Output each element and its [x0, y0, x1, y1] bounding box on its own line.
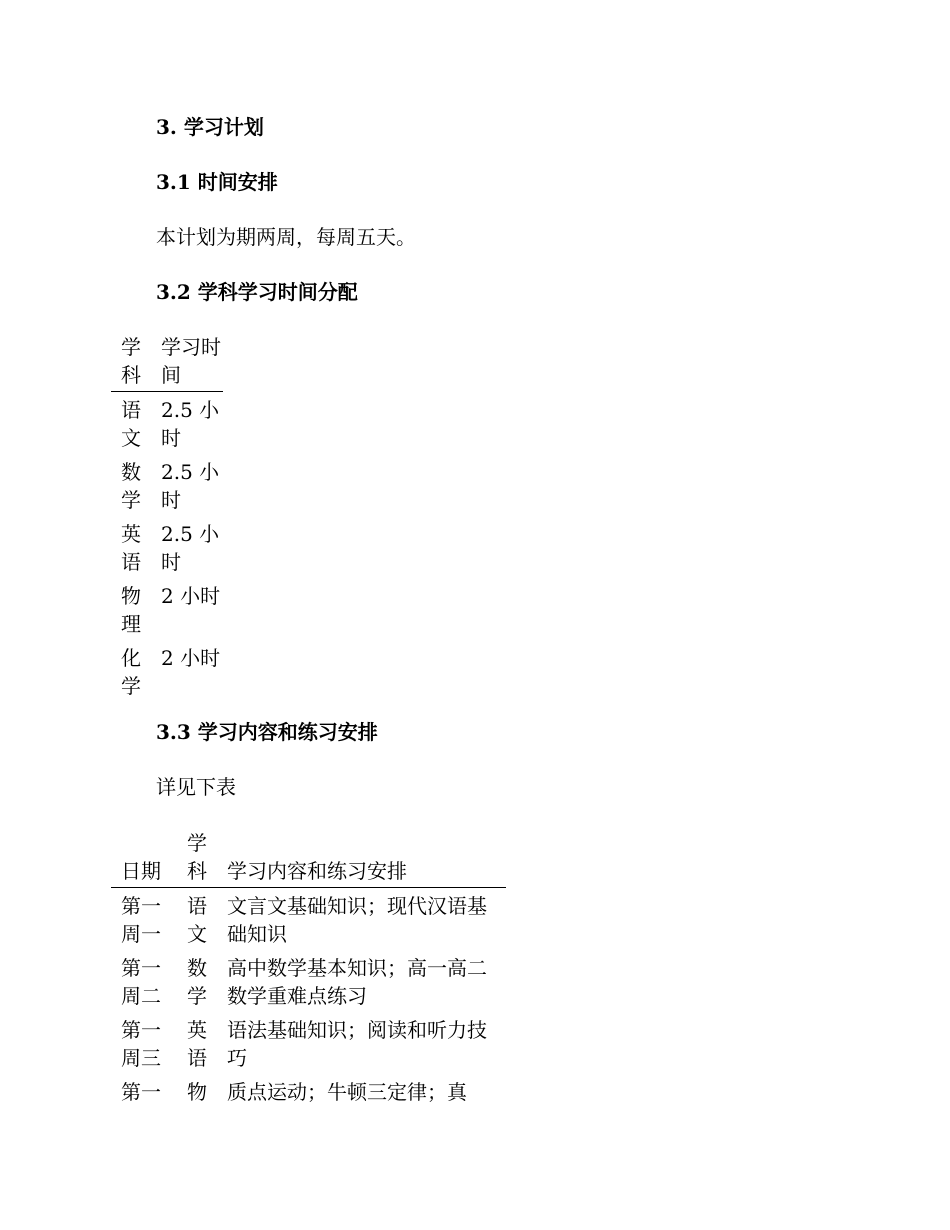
subject-cell: 物理	[121, 584, 141, 636]
date-cell: 第一周一	[121, 894, 161, 946]
table-row	[111, 1078, 506, 1112]
study-time-cell: 2 小时	[161, 584, 221, 608]
table-row	[111, 520, 223, 582]
content-cell: 高中数学基本知识；高一高二数学重难点练习	[227, 956, 487, 1008]
subject-cell: 语文	[121, 398, 141, 450]
section-heading: 3. 学习计划	[156, 115, 264, 139]
table-row	[111, 644, 223, 706]
column-header-content: 学习内容和练习安排	[227, 859, 407, 883]
content-plan-table	[111, 829, 506, 1112]
table-row	[111, 954, 506, 1016]
content-plan-paragraph: 详见下表	[156, 775, 236, 799]
table-header-row	[111, 829, 506, 888]
subject-cell: 语文	[187, 894, 207, 946]
content-cell: 质点运动；牛顿三定律；真	[227, 1080, 467, 1104]
date-cell: 第一周三	[121, 1018, 161, 1070]
date-cell: 第一	[121, 1080, 161, 1104]
subsection-heading-content-plan: 3.3 学习内容和练习安排	[156, 720, 378, 744]
content-cell: 文言文基础知识；现代汉语基础知识	[227, 894, 487, 946]
subsection-heading-time-allocation: 3.2 学科学习时间分配	[156, 280, 358, 304]
time-allocation-table	[111, 333, 223, 706]
subject-cell: 英语	[187, 1018, 207, 1070]
table-row	[111, 582, 223, 644]
column-header-subject: 学科	[187, 831, 207, 883]
study-time-cell: 2.5 小时	[161, 398, 220, 450]
time-schedule-paragraph: 本计划为期两周，每周五天。	[156, 225, 416, 249]
date-cell: 第一周二	[121, 956, 161, 1008]
study-time-cell: 2.5 小时	[161, 522, 220, 574]
content-cell: 语法基础知识；阅读和听力技巧	[227, 1018, 487, 1070]
study-time-cell: 2 小时	[161, 646, 221, 670]
table-row	[111, 458, 223, 520]
table-row	[111, 392, 223, 459]
subsection-heading-time-schedule: 3.1 时间安排	[156, 170, 278, 194]
subject-cell: 数学	[187, 956, 207, 1008]
column-header-subject: 学科	[121, 335, 141, 387]
subject-cell: 物	[187, 1080, 207, 1104]
table-header-row	[111, 333, 223, 392]
study-time-cell: 2.5 小时	[161, 460, 220, 512]
table-row	[111, 1016, 506, 1078]
subject-cell: 数学	[121, 460, 141, 512]
table-row	[111, 888, 506, 955]
subject-cell: 化学	[121, 646, 141, 698]
column-header-study-time: 学习时间	[161, 335, 221, 387]
column-header-date: 日期	[121, 859, 161, 883]
subject-cell: 英语	[121, 522, 141, 574]
